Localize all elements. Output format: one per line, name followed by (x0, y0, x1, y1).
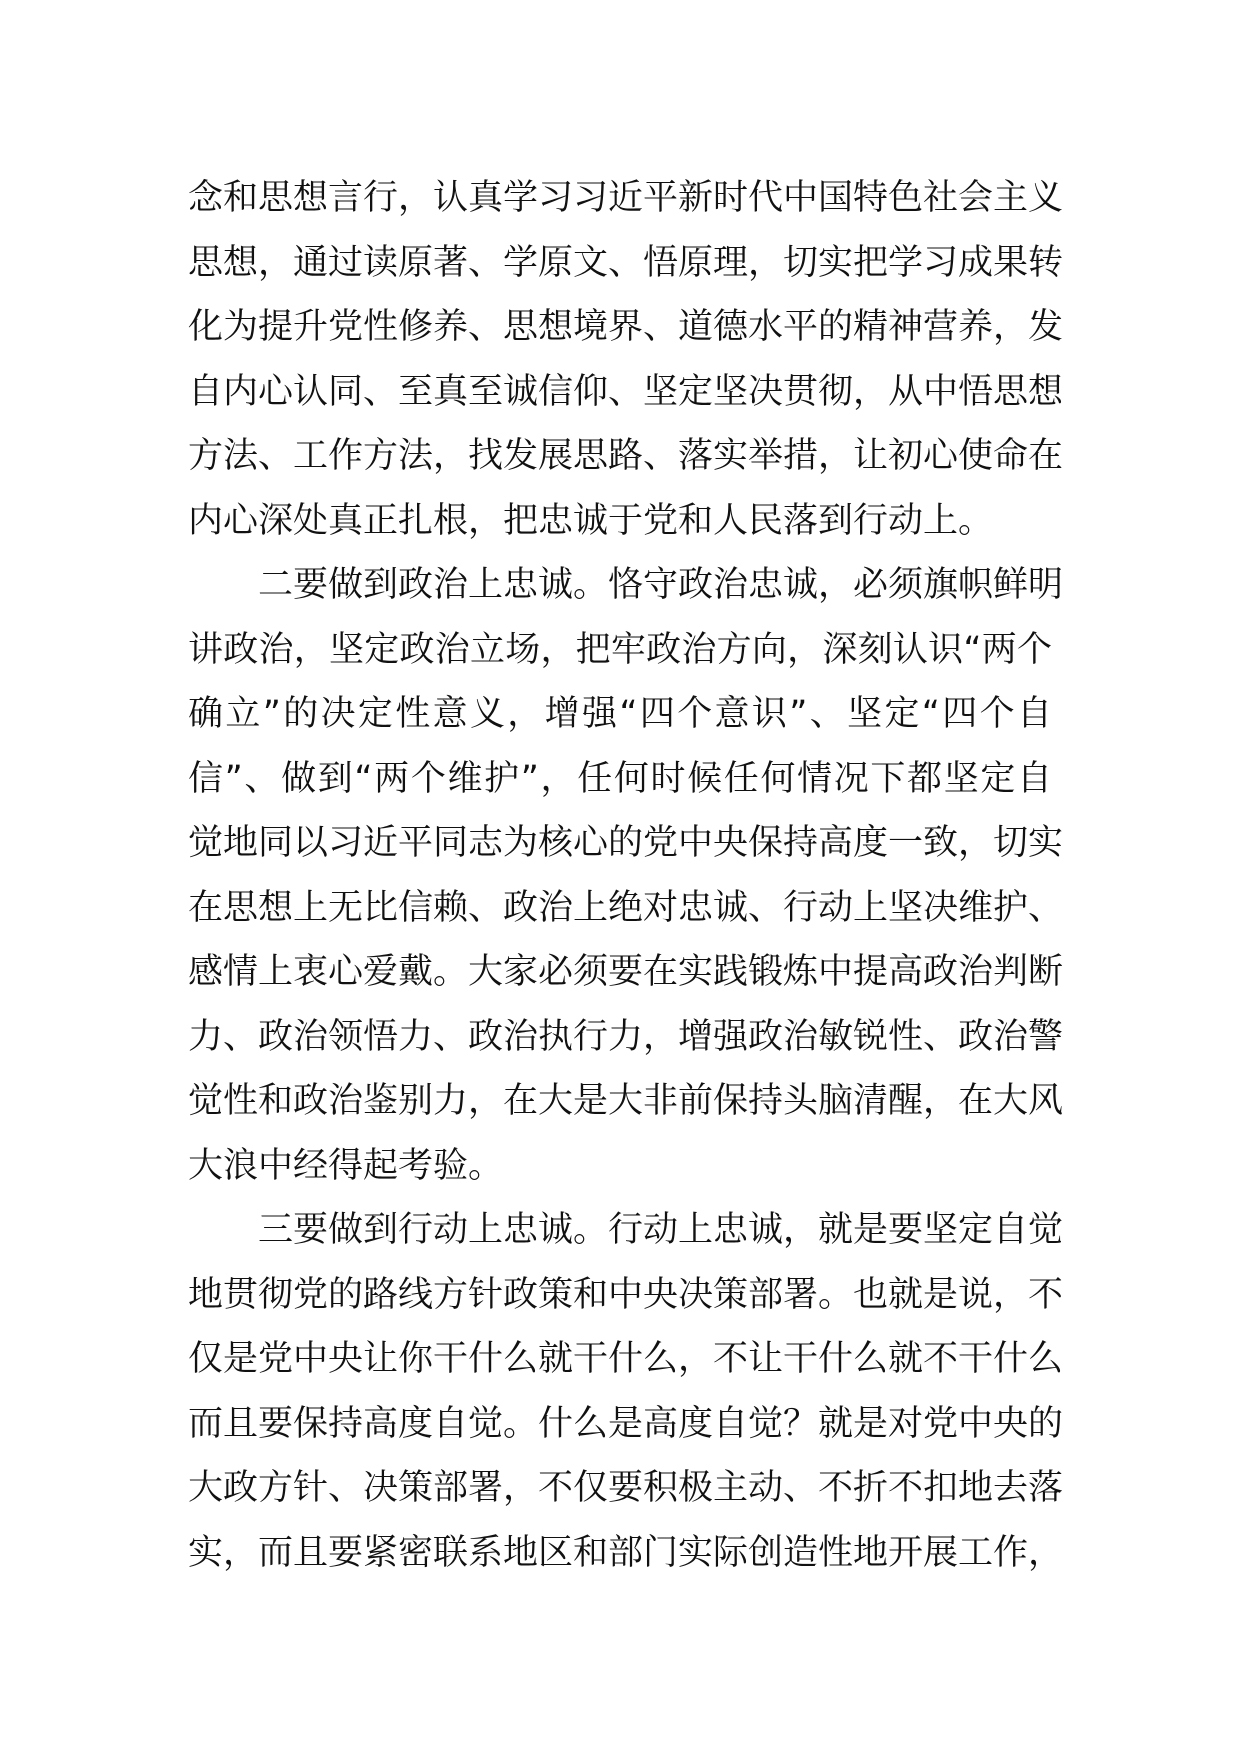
text-line: 觉性和政治鉴别力，在大是大非前保持头脑清醒，在大风 (188, 1081, 1064, 1121)
paragraph-start-line: 二要做到政治上忠诚。恪守政治忠诚，必须旗帜鲜明 (258, 565, 1064, 605)
text-line: 确立”的决定性意义，增强“四个意识”、坚定“四个自 (188, 694, 1052, 734)
text-line: 仅是党中央让你干什么就干什么，不让干什么就不干什么 (188, 1339, 1064, 1379)
text-line: 实，而且要紧密联系地区和部门实际创造性地开展工作， (188, 1532, 1064, 1573)
text-line: 化为提升党性修养、思想境界、道德水平的精神营养，发 (188, 307, 1064, 347)
body-text (188, 166, 1064, 1585)
text-line: 大浪中经得起考验。 (188, 1145, 504, 1186)
text-line: 地贯彻党的路线方针政策和中央决策部署。也就是说，不 (188, 1274, 1064, 1315)
text-line: 内心深处真正扎根，把忠诚于党和人民落到行动上。 (188, 500, 994, 541)
text-line: 念和思想言行，认真学习习近平新时代中国特色社会主义 (188, 178, 1064, 218)
text-line: 自内心认同、至真至诚信仰、坚定坚决贯彻，从中悟思想 (188, 371, 1064, 412)
text-line: 方法、工作方法，找发展思路、落实举措，让初心使命在 (188, 436, 1064, 476)
text-line: 觉地同以习近平同志为核心的党中央保持高度一致，切实 (188, 823, 1064, 863)
text-line: 讲政治，坚定政治立场，把牢政治方向，深刻认识“两个 (188, 629, 1052, 670)
text-line: 感情上衷心爱戴。大家必须要在实践锻炼中提高政治判断 (188, 952, 1064, 992)
text-line: 而且要保持高度自觉。什么是高度自觉？就是对党中央的 (188, 1403, 1064, 1444)
text-line: 思想，通过读原著、学原文、悟原理，切实把学习成果转 (188, 242, 1064, 283)
text-line: 在思想上无比信赖、政治上绝对忠诚、行动上坚决维护、 (188, 887, 1064, 928)
text-line: 力、政治领悟力、政治执行力，增强政治敏锐性、政治警 (188, 1016, 1064, 1057)
text-line: 大政方针、决策部署，不仅要积极主动、不折不扣地去落 (188, 1468, 1064, 1508)
text-line: 信”、做到“两个维护”，任何时候任何情况下都坚定自 (188, 758, 1052, 799)
paragraph-start-line: 三要做到行动上忠诚。行动上忠诚，就是要坚定自觉 (258, 1210, 1064, 1250)
